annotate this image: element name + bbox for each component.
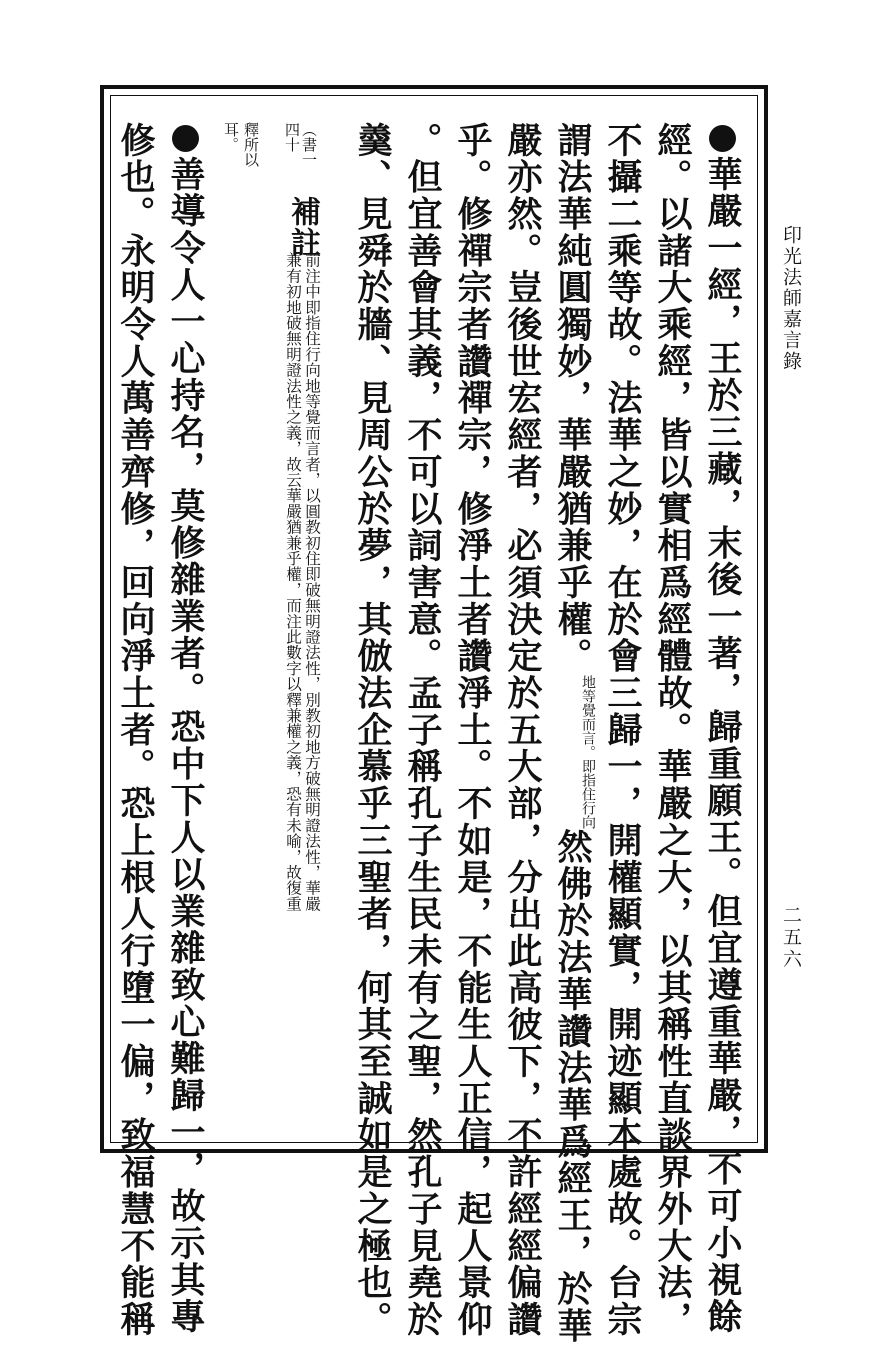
supplement-line-2: 兼有初地破無明證法性之義，故云華嚴猶兼乎權，而注此數字以釋兼權之義，恐有未喻，故復重 — [284, 252, 302, 912]
source-note-line-1: （書一 — [300, 122, 318, 167]
supplement-label: 補註 — [285, 196, 320, 258]
text-column-10 — [160, 122, 210, 1335]
inline-annotation-line-1: 即指住行向 — [580, 758, 596, 829]
supplement-tail-line-2: 耳。 — [222, 122, 240, 152]
text-column-3 — [597, 122, 647, 1338]
supplement-tail-line-1: 釋所以 — [242, 122, 260, 167]
source-note-line-2: 四十 — [283, 122, 301, 152]
book-title: 印光法師嘉言錄 — [780, 225, 802, 372]
column-text: 謂法華純圓獨妙，華嚴猶兼乎權。 — [552, 122, 593, 675]
column-text: 然佛於法華讚法華爲經王，於華 — [552, 828, 593, 1345]
column-text: 善導令人一心持名，莫修雜業者。恐中下人以業雜致心難歸一，故示其專 — [165, 156, 206, 1336]
column-text: 嚴亦然。豈後世宏經者，必須決定於五大部，分出此高彼下，不許經經偏讚 — [502, 122, 543, 1339]
column-text: 修也。永明令人萬善齊修，回向淨土者。恐上根人行墮一偏，致福慧不能稱 — [115, 122, 156, 1339]
text-column-7 — [397, 122, 447, 1338]
text-column-6 — [447, 122, 497, 1338]
column-text: 華嚴一經，王於三藏，末後一著，歸重願王。但宜遵重華嚴，不可小視餘 — [702, 156, 743, 1336]
column-text: 不攝二乘等故。法華之妙，在於會三歸一，開權顯實，開迹顯本處故。台宗 — [602, 122, 643, 1339]
text-column-4 — [547, 122, 597, 1345]
column-text: 經。以諸大乘經，皆以實相爲經體故。華嚴之大，以其稱性直談界外大法， — [652, 122, 693, 1339]
page-number: 二五六 — [780, 905, 802, 971]
text-column-8 — [347, 122, 397, 1338]
inline-annotation — [579, 675, 596, 829]
column-text: 羹、見舜於牆、見周公於夢，其倣法企慕乎三聖者，何其至誠如是之極也。 — [352, 122, 393, 1339]
text-column-5 — [497, 122, 547, 1338]
text-column-1 — [697, 122, 747, 1335]
column-text: 乎。修禪宗者讚禪宗，修淨土者讚淨土。不如是，不能生人正信，起人景仰 — [452, 122, 493, 1339]
text-column-2 — [647, 122, 697, 1338]
column-text: 。但宜善會其義，不可以詞害意。孟子稱孔子生民未有之聖，然孔子見堯於 — [402, 122, 443, 1339]
text-column-11 — [110, 122, 160, 1338]
bullet-dot-icon — [709, 125, 736, 152]
supplement-line-1: 前注中即指住行向地等覺而言者，以圓教初住即破無明證法性，別教初地方破無明證法性，華嚴 — [303, 252, 321, 912]
bullet-dot-icon — [172, 125, 199, 152]
inline-annotation-line-2: 地等覺而言。 — [580, 674, 596, 759]
